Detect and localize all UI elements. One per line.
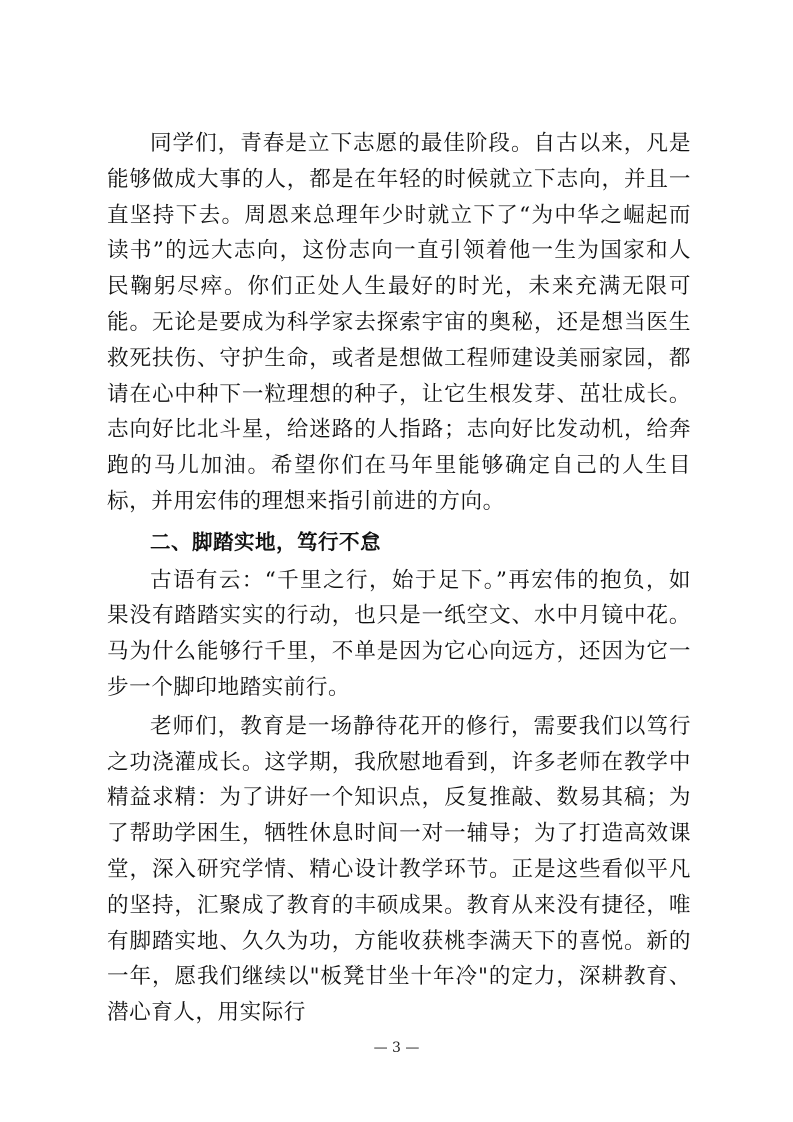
paragraph-teachers: 老师们，教育是一场静待花开的修行，需要我们以笃行之功浇灌成长。这学期，我欣慰地看到，许多老师在教学中精益求精：为了讲好一个知识点，反复推敲、数易其稿；为了帮助学困生，牺牲休息时间一对一辅导；为了打造高效课堂，深入研究学情、精心设计教学环节。正是这些看似平凡的坚持，汇聚成了教育的丰硕成果。教育从来没有捷径，唯有脚踏实地、久久为功，方能收获桃李满天下的喜悦。新的一年，愿我们继续以"板凳甘坐十年冷"的定力，深耕教育、潜心育人，用实际行 [107, 713, 691, 1026]
document-body [107, 126, 691, 1031]
paragraph-youth-aspiration: 同学们，青春是立下志愿的最佳阶段。自古以来，凡是能够做成大事的人，都是在年轻的时候就立下志向，并且一直坚持下去。周恩来总理年少时就立下了“为中华之崛起而读书”的远大志向，这份志向一直引领着他一生为国家和人民鞠躬尽瘁。你们正处人生最好的时光，未来充满无限可能。无论是要成为科学家去探索宇宙的奥秘，还是想当医生救死扶伤、守护生命，或者是想做工程师建设美丽家园，都请在心中种下一粒理想的种子，让它生根发芽、茁壮成长。志向好比北斗星，给迷路的人指路；志向好比发动机，给奔跑的马儿加油。希望你们在马年里能够确定自己的人生目标，并用宏伟的理想来指引前进的方向。 [107, 131, 691, 514]
paragraph-proverb: 古语有云：“千里之行，始于足下。”再宏伟的抱负，如果没有踏踏实实的行动，也只是一纸空文、水中月镜中花。马为什么能够行千里，不单是因为它心向远方，还因为它一步一个脚印地踏实前行。 [107, 567, 691, 700]
page-number: — 3 — [373, 1040, 420, 1056]
section-heading-2: 二、脚踏实地，笃行不怠 [150, 529, 381, 554]
